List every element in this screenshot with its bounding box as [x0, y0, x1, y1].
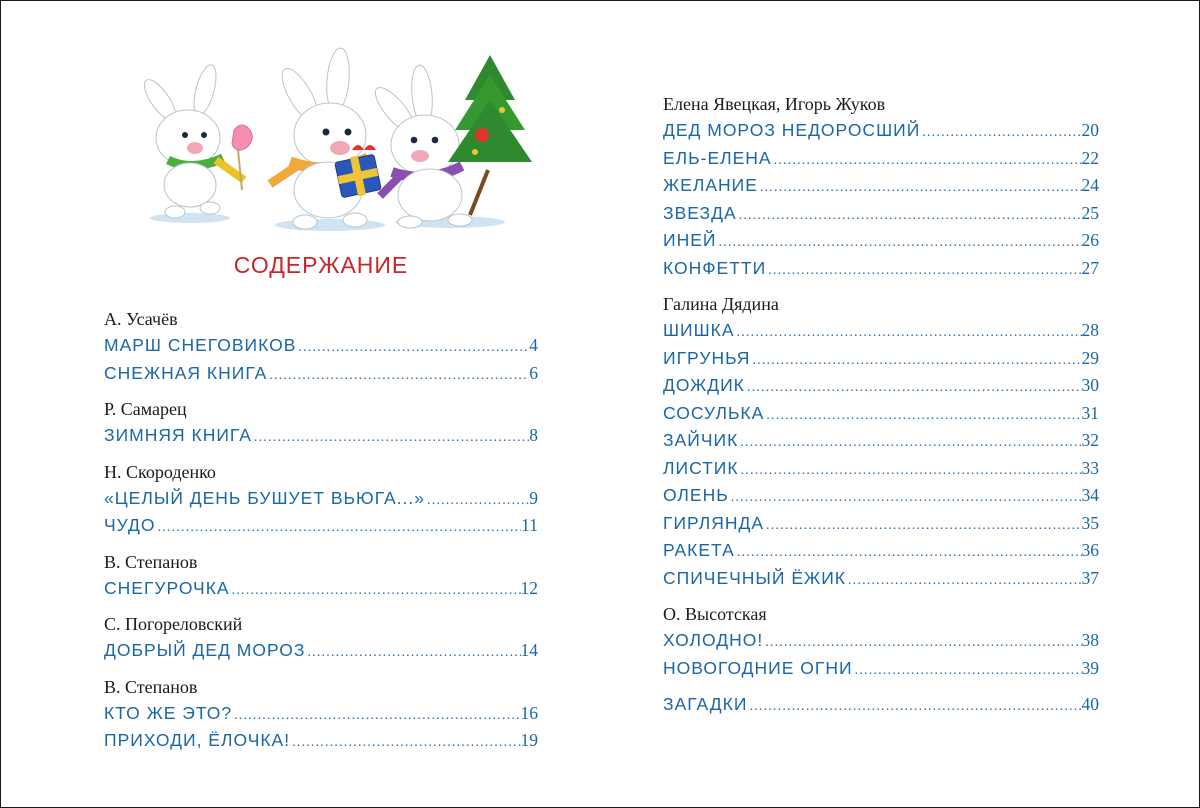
entry-title: КТО ЖЕ ЭТО? — [104, 702, 233, 723]
entry-title: ЧУДО — [104, 515, 156, 535]
toc-entry[interactable] — [663, 510, 1099, 538]
author-group — [663, 601, 1099, 682]
dot-leader — [763, 629, 1081, 657]
dot-leader — [305, 639, 520, 667]
dot-leader — [230, 577, 521, 605]
entry-page-number: 32 — [1081, 430, 1099, 450]
dot-leader — [716, 229, 1081, 257]
author-group — [663, 291, 1099, 592]
dot-leader — [729, 484, 1082, 512]
author-group — [104, 459, 538, 540]
entry-title: НОВОГОДНИЕ ОГНИ — [663, 657, 853, 678]
entry-title: ЗВЕЗДА — [663, 202, 737, 223]
entry-title: ДОЖДИК — [663, 375, 745, 395]
entry-page-number: 25 — [1081, 202, 1099, 223]
toc-entry[interactable] — [104, 485, 538, 513]
toc-entry[interactable] — [663, 427, 1099, 455]
author-group — [663, 91, 1099, 282]
dot-leader — [766, 257, 1081, 285]
dot-leader — [739, 457, 1082, 485]
dot-leader — [737, 202, 1082, 230]
author-name: В. Степанов — [104, 551, 198, 572]
dot-leader — [764, 512, 1081, 540]
toc-entry[interactable] — [104, 360, 538, 388]
contents-right-column — [663, 91, 1099, 728]
entry-page-number: 26 — [1081, 230, 1099, 250]
toc-entry[interactable] — [663, 565, 1099, 593]
author-name: О. Высотская — [663, 604, 767, 624]
author-name: Н. Скороденко — [104, 461, 216, 482]
entry-page-number: 11 — [521, 515, 538, 535]
toc-entry[interactable] — [663, 482, 1099, 510]
entry-page-number: 38 — [1081, 630, 1099, 650]
entry-title: СНЕГУРОЧКА — [104, 577, 230, 598]
entry-page-number: 19 — [520, 730, 538, 750]
dot-leader — [920, 119, 1081, 147]
author-name: В. Степанов — [104, 676, 198, 697]
author-name: Елена Явецкая, Игорь Жуков — [663, 94, 886, 114]
entry-page-number: 30 — [1081, 375, 1099, 395]
dot-leader — [758, 174, 1082, 202]
entry-title: ГИРЛЯНДА — [663, 512, 765, 533]
dot-leader — [772, 147, 1082, 175]
entry-page-number: 8 — [529, 425, 538, 445]
dot-leader — [853, 657, 1082, 685]
entry-page-number: 14 — [520, 640, 538, 660]
entry-page-number: 34 — [1081, 485, 1099, 505]
author-name: Р. Самарец — [104, 399, 187, 419]
dot-leader — [735, 319, 1082, 347]
dot-leader — [846, 567, 1082, 595]
entry-title: МАРШ СНЕГОВИКОВ — [104, 335, 297, 355]
entry-page-number: 39 — [1081, 657, 1099, 678]
entry-title: СПИЧЕЧНЫЙ ЁЖИК — [663, 567, 846, 588]
entry-title: ИГРУНЬЯ — [663, 347, 751, 368]
dot-leader — [267, 362, 529, 390]
entry-page-number: 22 — [1081, 147, 1099, 168]
bunny-right — [369, 55, 532, 228]
toc-entry[interactable] — [663, 200, 1099, 228]
toc-entry[interactable] — [663, 400, 1099, 428]
bunny-left — [139, 63, 252, 218]
entry-title: ЗАЙЧИК — [663, 430, 739, 450]
toc-entry[interactable] — [104, 332, 538, 360]
author-group — [104, 611, 538, 665]
entry-title: ПРИХОДИ, ЁЛОЧКА! — [104, 730, 291, 750]
author-group — [104, 549, 538, 603]
dot-leader — [296, 334, 529, 362]
entry-page-number: 40 — [1081, 694, 1099, 714]
entry-title: «ЦЕЛЫЙ ДЕНЬ БУШУЕТ ВЬЮГА...» — [104, 487, 425, 508]
entry-page-number: 12 — [520, 577, 538, 598]
entry-title: ЛИСТИК — [663, 457, 739, 478]
dot-leader — [232, 702, 520, 730]
author-group — [104, 306, 538, 387]
dot-leader — [747, 693, 1081, 721]
dot-leader — [735, 539, 1082, 567]
entry-title: ЗИМНЯЯ КНИГА — [104, 425, 252, 445]
toc-entry[interactable] — [663, 255, 1099, 283]
entry-title: ШИШКА — [663, 320, 735, 340]
dot-leader — [155, 514, 521, 542]
dot-leader — [290, 729, 520, 757]
toc-entry[interactable] — [663, 655, 1099, 683]
entry-title: КОНФЕТТИ — [663, 257, 767, 278]
entry-page-number: 9 — [529, 487, 538, 508]
toc-entry[interactable] — [104, 422, 538, 450]
dot-leader — [252, 424, 529, 452]
entry-title: ДЕД МОРОЗ НЕДОРОСШИЙ — [663, 120, 921, 140]
toc-entry[interactable] — [663, 537, 1099, 565]
toc-entry[interactable] — [663, 372, 1099, 400]
dot-leader — [764, 402, 1081, 430]
entry-title: ИНЕЙ — [663, 230, 717, 250]
bunnies-illustration — [130, 40, 540, 240]
entry-title: ДОБРЫЙ ДЕД МОРОЗ — [104, 640, 306, 660]
toc-entry[interactable] — [663, 145, 1099, 173]
toc-entry[interactable] — [663, 117, 1099, 145]
entry-title: ЖЕЛАНИЕ — [663, 175, 758, 195]
toc-entry[interactable] — [104, 637, 538, 665]
entry-page-number: 6 — [529, 362, 538, 383]
entry-title: СОСУЛЬКА — [663, 402, 765, 423]
toc-entry[interactable] — [663, 227, 1099, 255]
entry-page-number: 29 — [1081, 347, 1099, 368]
entry-page-number: 28 — [1081, 320, 1099, 340]
toc-entry[interactable] — [663, 317, 1099, 345]
entry-page-number: 24 — [1081, 175, 1099, 195]
toc-entry[interactable] — [104, 727, 538, 755]
dot-leader — [745, 374, 1082, 402]
entry-page-number: 27 — [1081, 257, 1099, 278]
entry-page-number: 16 — [520, 702, 538, 723]
entry-title: ЗАГАДКИ — [663, 694, 748, 714]
toc-entry[interactable] — [663, 172, 1099, 200]
dot-leader — [750, 347, 1081, 375]
entry-page-number: 4 — [529, 335, 538, 355]
toc-entry[interactable] — [104, 575, 538, 603]
entry-title: РАКЕТА — [663, 540, 735, 560]
entry-page-number: 20 — [1081, 120, 1099, 140]
entry-page-number: 35 — [1081, 512, 1099, 533]
contents-left-column — [104, 306, 538, 764]
author-group — [104, 674, 538, 755]
dot-leader — [738, 429, 1081, 457]
toc-entry[interactable] — [663, 691, 1099, 719]
author-name: Галина Дядина — [663, 294, 779, 314]
toc-entry[interactable] — [104, 700, 538, 728]
author-group — [663, 691, 1099, 719]
entry-title: ХОЛОДНО! — [663, 630, 764, 650]
entry-title: ЕЛЬ-ЕЛЕНА — [663, 147, 772, 168]
bunny-middle — [270, 47, 381, 229]
toc-entry[interactable] — [663, 345, 1099, 373]
entry-title: СНЕЖНАЯ КНИГА — [104, 362, 268, 383]
dot-leader — [425, 487, 529, 515]
entry-page-number: 36 — [1081, 540, 1099, 560]
author-group — [104, 396, 538, 450]
author-name: А. Усачёв — [104, 309, 178, 329]
contents-title: СОДЕРЖАНИЕ — [233, 252, 409, 278]
entry-title: ОЛЕНЬ — [663, 485, 729, 505]
entry-page-number: 31 — [1081, 402, 1099, 423]
author-name: С. Погореловский — [104, 614, 243, 634]
toc-entry[interactable] — [663, 455, 1099, 483]
toc-entry[interactable] — [663, 627, 1099, 655]
toc-entry[interactable] — [104, 512, 538, 540]
entry-page-number: 33 — [1081, 457, 1099, 478]
entry-page-number: 37 — [1081, 567, 1099, 588]
